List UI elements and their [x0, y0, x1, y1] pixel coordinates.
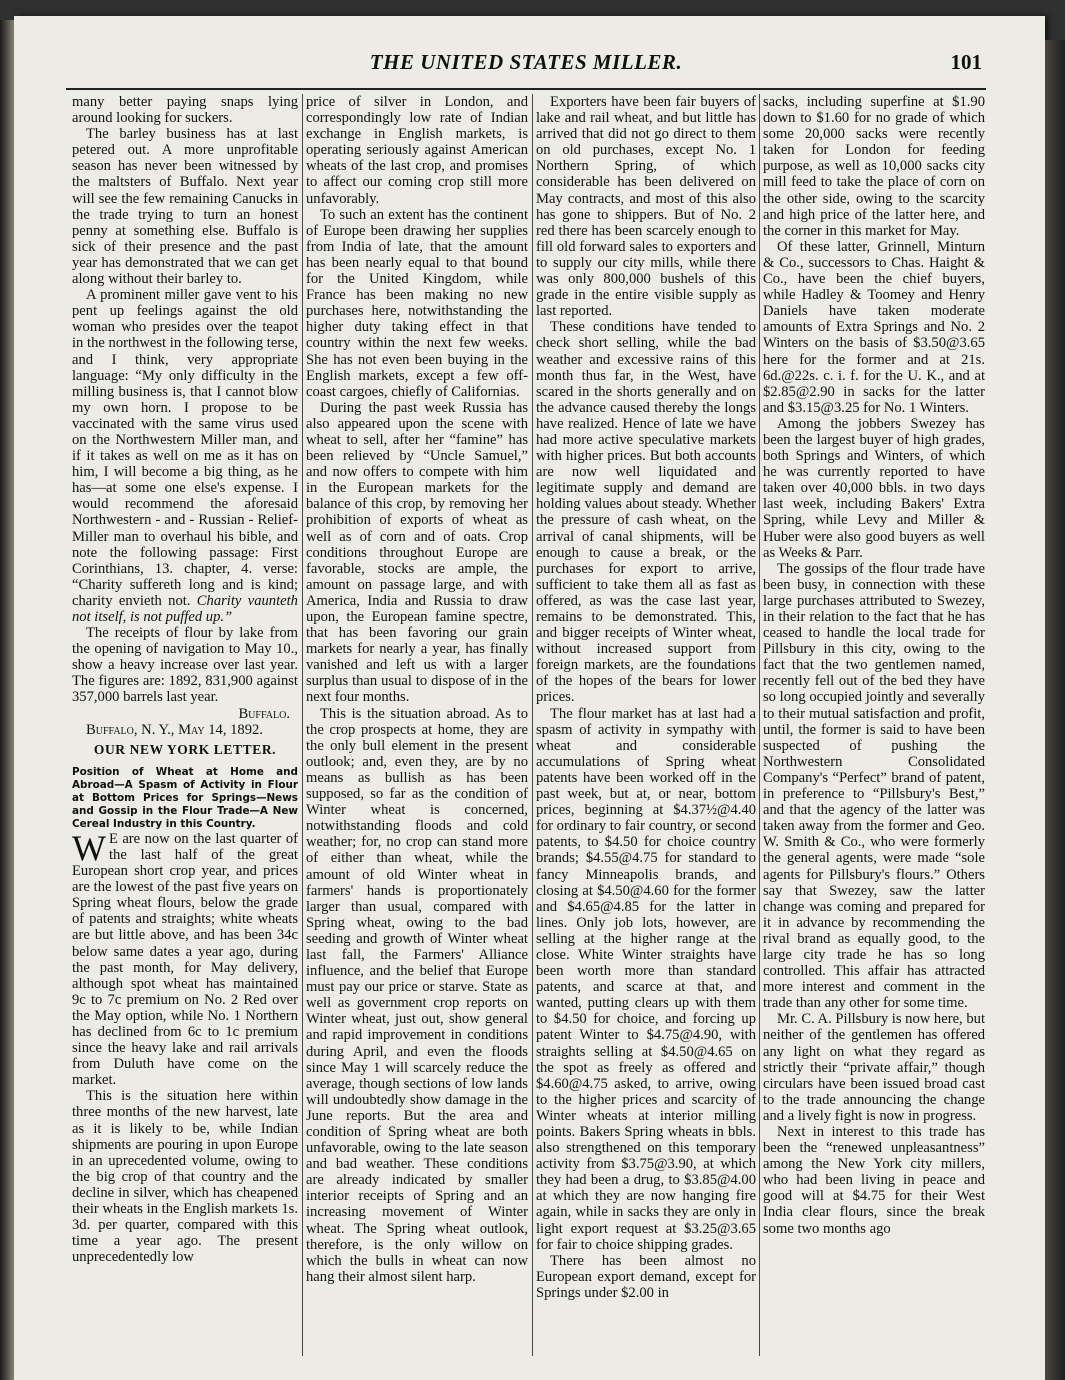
column-1: [72, 94, 298, 1356]
italic-quote: Charity vaunteth not itself, is not puffed up.”: [72, 592, 298, 625]
paragraph: These conditions have tended to check short selling, while the bad weather and excessive rains of this month thus far, in the West, have scared in the shorts generally and on the advance caused thereby the longs have realized. Hence of late we have had more active speculative markets with higher prices. But both accounts are now well liquidated and legitimate supply and demand are holding values about steady. Whether the pressure of cash wheat, on the arrival of canal shipments, will be enough to cause a break, or the purchases for export to arrive, sufficient to take them all as fast as offered, as was the case last year, remains to be demonstrated. This, and bigger receipts of Winter wheat, without increased support from foreign markets, are the foundations of the hopes of the bears for lower prices.: [536, 319, 756, 706]
paragraph: [72, 287, 298, 625]
paragraph: Next in interest to this trade has been the “renewed unpleasantness” among the New York city millers, who had been living in peace and good will at $4.75 for their West India clear flours, since the break some two months ago: [763, 1124, 985, 1237]
drop-cap: W: [72, 827, 106, 868]
paragraph: To such an extent has the continent of Europe been drawing her supplies from India of late, that the amount has been nearly equal to that bound for the United Kingdom, while France has been making no new purchases here, notwithstanding the higher duty taking effect in that country within the next few weeks. She has not even been buying in the English markets, except a few off-coast cargoes, chiefly of Californias.: [306, 206, 528, 400]
paragraph: sacks, including superfine at $1.90 down to $1.60 for no grade of which some 20,000 sacks were recently taken for London for feeding purpose, as well as 10,000 sacks city mill feed to take the place of corn on the other side, owing to the scarcity and high price of the latter here, and the corner in this market for May.: [763, 94, 985, 239]
paragraph: price of silver in London, and correspondingly low rate of Indian exchange in English markets, is operating seriously against American wheats of the last crop, and promises to affect our coming crop still more unfavorably.: [306, 94, 528, 207]
paragraph: This is the situation here within three months of the new harvest, late as it is likely to be, while Indian shipments are pouring in upon Europe in an uprecedented volume, owing to the big crop of that country and the decline in silver, which has cheapened their wheats in the English markets 1s. 3d. per quarter, compared with this time a year ago. The present unprecedentedly low: [72, 1088, 298, 1266]
column-3: [536, 94, 756, 1356]
publication-title: THE UNITED STATES MILLER.: [369, 50, 683, 74]
section-subheading: Position of Wheat at Home and Abroad—A Spasm of Activity in Flour at Bottom Prices for Springs—News and Gossip in the Flour Trade—A New Cereal Industry in this Country.: [72, 765, 298, 830]
paragraph: The gossips of the flour trade have been busy, in connection with these large purchases attributed to Swezey, in their relation to the fact that he has ceased to handle the local trade for Pillsbury in this city, owing to the fact that the two gentlemen named, recently fell out of the bed they have so long occupied jointly and severally to their mutual satisfaction and profit, until, the former is said to have been suspected of pushing the Northwestern Consolidated Company's “Perfect” brand of patent, in preference to “Pillsbury's Best,” and that the agency of the latter was taken away from the former and Geo. W. Smith & Co., who were formerly the general agents, were made “sole agents for Pillsbury's flours.” Others say that Swezey, saw the latter change was coming and prepared for it in advance by recommending the rival brand as equally good, to the large city trade he has so long controlled. This affair has attracted more interest and comment in the trade than any other for some time.: [763, 560, 985, 1012]
paragraph-text: E are now on the last quarter of the last half of the great European short crop year, and prices are the lowest of the past five years on Spring wheat flours, below the grade of patents and straights; white wheats are but little above, and has been 34c below same dates a year ago, during the past month, for May delivery, although spot wheat has maintained 9c to 7c premium on No. 2 Red over the May option, while No. 1 Northern has declined from 6c to 1c premium since the heavy lake and rail arrivals from Duluth have come on the market.: [72, 830, 298, 1089]
paragraph: Of these latter, Grinnell, Minturn & Co., successors to Chas. Haight & Co., have been the chief buyers, while Hadley & Toomey and Henry Daniels have taken moderate amounts of Extra Springs and No. 2 Winters on the basis of $3.50@3.65 here for the former and at 21s. 6d.@22s. c. i. f. for the U. K., and at $2.85@2.90 in sacks for the latter and $3.15@3.25 for No. 1 Winters.: [763, 238, 985, 416]
paragraph: This is the situation abroad. As to the crop prospects at home, they are the only bull element in the present outlook; and, even they, are by no means as bullish as has been supposed, so far as the condition of Winter wheat is concerned, notwithstanding floods and cold weather; for, no crop can stand more of either than wheat, while the amount of old Winter wheat in farmers' hands is proportionately larger than usual, compared with Spring wheat, owing to the bad seeding and growth of Winter wheat last fall, the Farmers' Alliance influence, and the belief that Europe must pay our price or starve. State as well as government crop reports on Winter wheat, just out, show general and rapid improvement in conditions during April, and even the floods since May 1 will scarcely reduce the average, though sections of low lands will undoubtedly show damage in the June reports. But the area and condition of Spring wheat are both unfavorable, owing to the late season and bad weather. These conditions are already indicated by smaller interior receipts of Spring and an increasing movement of Winter wheat. The Spring wheat outlook, therefore, is the only willow on which the bulls in wheat can now hang their almost silent harp.: [306, 705, 528, 1285]
paragraph: Mr. C. A. Pillsbury is now here, but neither of the gentlemen has offered any light on what they regard as strictly their “private affair,” though circulars have been issued broad cast to the trade announcing the change and a lively fight is now in progress.: [763, 1011, 985, 1124]
section-heading: OUR NEW YORK LETTER.: [93, 741, 277, 757]
page-number: 101: [950, 50, 982, 74]
column-4: [763, 94, 985, 1356]
column-divider: [302, 94, 303, 1356]
column-divider: [759, 94, 760, 1356]
paragraph: [72, 827, 298, 1089]
paragraph: The receipts of flour by lake from the opening of navigation to May 10., show a heavy increase over last year. The figures are: 1892, 831,900 against 357,000 barrels last year.: [72, 625, 298, 706]
facing-page-edge: [0, 20, 14, 1380]
paragraph: The flour market has at last had a spasm of activity in sympathy with wheat and considerable accumulations of Spring wheat patents have been worked off in the past week, but at, or near, bottom prices, beginning at $4.37½@4.40 for ordinary to fair country, or second patents, to $4.50 for choice country brands; $4.55@4.75 for standard to fancy Minneapolis brands, and closing at $4.50@4.60 for the former and $4.65@4.85 for the latter in lines. Only job lots, however, are selling at the higher range at the close. White Winter straights have been worth more than standard patents, and scarce at that, and wanted, putting clears up with them to $4.50 for choice, and forcing up patent Winter to $4.75@4.90, with straights selling at $4.50@4.65 on the spot as freely as offered and $4.60@4.75 asked, to arrive, owing to the higher prices and scarcity of Winter wheats at interior milling points. Bakers Spring wheats in bbls. also strengthened on this temporary activity from $3.75@3.90, at which they had been a drug, to $3.85@4.00 at which they are now hanging fire again, while in sacks they are only in light export request at $3.25@3.65 for fair to choice shipping grades.: [536, 705, 756, 1253]
paragraph: The barley business has at last petered out. A more unprofitable season has never been witnessed by the maltsters of Buffalo. Next year will see the few remaining Canucks in the trade trying to turn an honest penny at something else. Buffalo is sick of their presence and the past year has demonstrated that we can get along without their barley to.: [72, 126, 298, 288]
signature: Buffalo.: [238, 705, 290, 722]
paragraph: many better paying snaps lying around looking for suckers.: [72, 94, 298, 127]
column-divider: [532, 94, 533, 1356]
paragraph: Exporters have been fair buyers of lake and rail wheat, and but little has arrived that did not go direct to them on old purchases, except No. 1 Northern Spring, of which considerable has been delivered on May contracts, and most of this also has gone to shippers. But of No. 2 red there has been scarcely enough to fill old forward sales to exporters and to supply our city mills, while there was only 800,000 bushels of this grade in the entire visible supply as last reported.: [536, 94, 756, 320]
column-2: [306, 94, 528, 1356]
paragraph: There has been almost no European export demand, except for Springs under $2.00 in: [536, 1252, 756, 1301]
header-rule: [66, 88, 986, 90]
dateline: Buffalo, N. Y., May 14, 1892.: [86, 721, 263, 738]
page-header: [66, 48, 986, 78]
paragraph: Among the jobbers Swezey has been the largest buyer of high grades, both Springs and Winters, of which he was currently reported to have taken over 40,000 bbls. in two days last week, including Bakers' Extra Spring, while Levy and Miller & Huber were also good buyers as well as Weeks & Parr.: [763, 415, 985, 561]
page-shadow-edge: [1045, 40, 1065, 1380]
paragraph: During the past week Russia has also appeared upon the scene with wheat to sell, after her “famine” has been relieved by “Uncle Samuel,” and now offers to compete with him in the European markets for the balance of this crop, by removing her prohibition of exports of wheat as well as of corn and of oats. Crop conditions throughout Europe are favorable, stocks are ample, the amount on passage large, and with America, India and Russia to draw upon, the European famine spectre, that has been favoring our grain markets for nearly a year, has finally vanished and left us with a larger surplus than usual to dispose of in the next four months.: [306, 399, 528, 706]
paragraph-text: A prominent miller gave vent to his pent up feelings against the old woman who presides over the teapot in the northwest in the following terse, and I think, very appropriate language: “My only difficulty in the milling business is, that I cannot blow my own horn. I propose to be vaccinated with the same virus used on the Northwestern Miller man, and if it takes as well on me as it has on him, I will become a big thing, as he has—at some one else's expense. I would recommend the aforesaid Northwestern - and - Russian - Relief-Miller man to overhaul his bible, and note the following passage: First Corinthians, 13. chapter, 4. verse: “Charity suffereth long and is kind; charity envieth not.: [72, 287, 298, 609]
